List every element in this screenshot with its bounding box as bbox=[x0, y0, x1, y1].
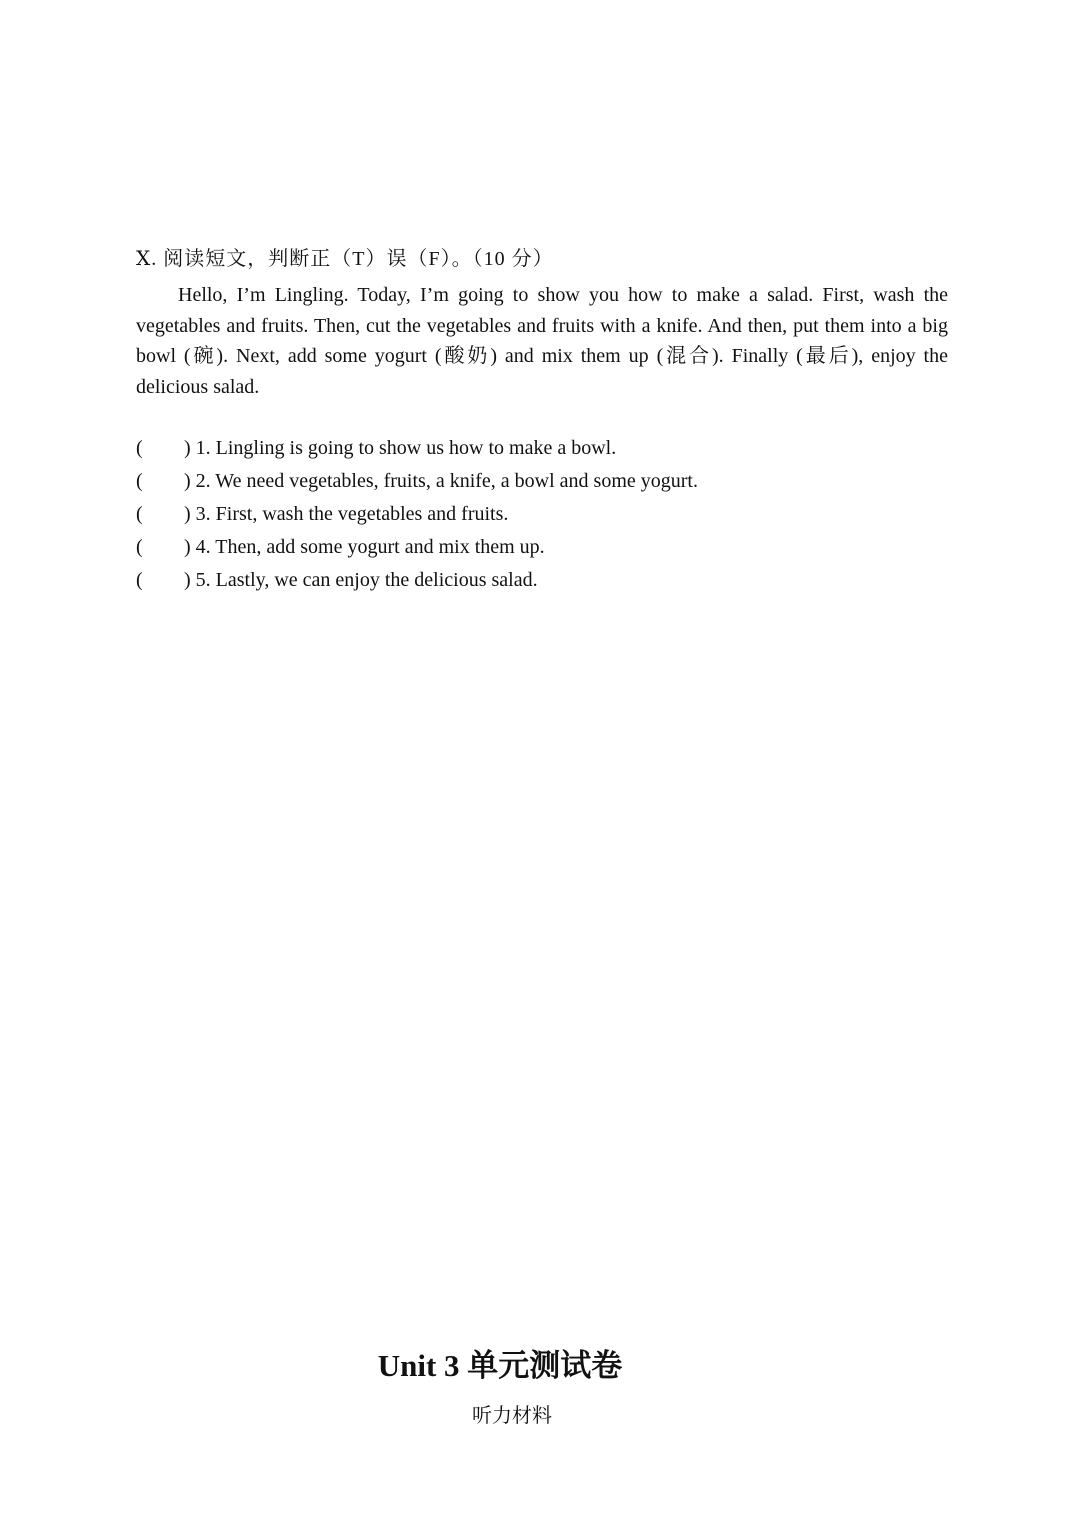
reading-passage: Hello, I’m Lingling. Today, I’m going to show you how to make a salad. First, wash the vegetables and fruits. Then, cut the vegetables and fruits with a knife. And then, put them into a big bowl (碗). Next, add some yogurt (酸奶) and mix them up (混合). Finally (最后), enjoy the delicious salad. bbox=[136, 284, 948, 398]
question-list bbox=[136, 432, 948, 597]
question-text: ) 3. First, wash the vegetables and fruits. bbox=[184, 503, 509, 525]
question-item bbox=[136, 465, 948, 498]
answer-blank[interactable]: ( bbox=[136, 503, 143, 525]
question-text: ) 5. Lastly, we can enjoy the delicious salad. bbox=[184, 569, 538, 591]
answer-blank[interactable]: ( bbox=[136, 437, 143, 459]
section-heading: Ⅹ. 阅读短文，判断正（T）误（F）。（10 分） bbox=[136, 248, 554, 270]
unit-test-title: Unit 3 单元测试卷 bbox=[377, 1348, 623, 1383]
answer-blank[interactable]: ( bbox=[136, 470, 143, 492]
question-text: ) 2. We need vegetables, fruits, a knife, a bowl and some yogurt. bbox=[184, 470, 698, 492]
question-item bbox=[136, 498, 948, 531]
question-item bbox=[136, 564, 948, 597]
reading-section bbox=[136, 244, 948, 597]
question-item bbox=[136, 531, 948, 564]
question-text: ) 1. Lingling is going to show us how to make a bowl. bbox=[184, 437, 617, 459]
answer-blank[interactable]: ( bbox=[136, 536, 143, 558]
listening-material-subtitle: 听力材料 bbox=[472, 1405, 552, 1427]
answer-blank[interactable]: ( bbox=[136, 569, 143, 591]
question-text: ) 4. Then, add some yogurt and mix them up. bbox=[184, 536, 545, 558]
question-item bbox=[136, 432, 948, 465]
